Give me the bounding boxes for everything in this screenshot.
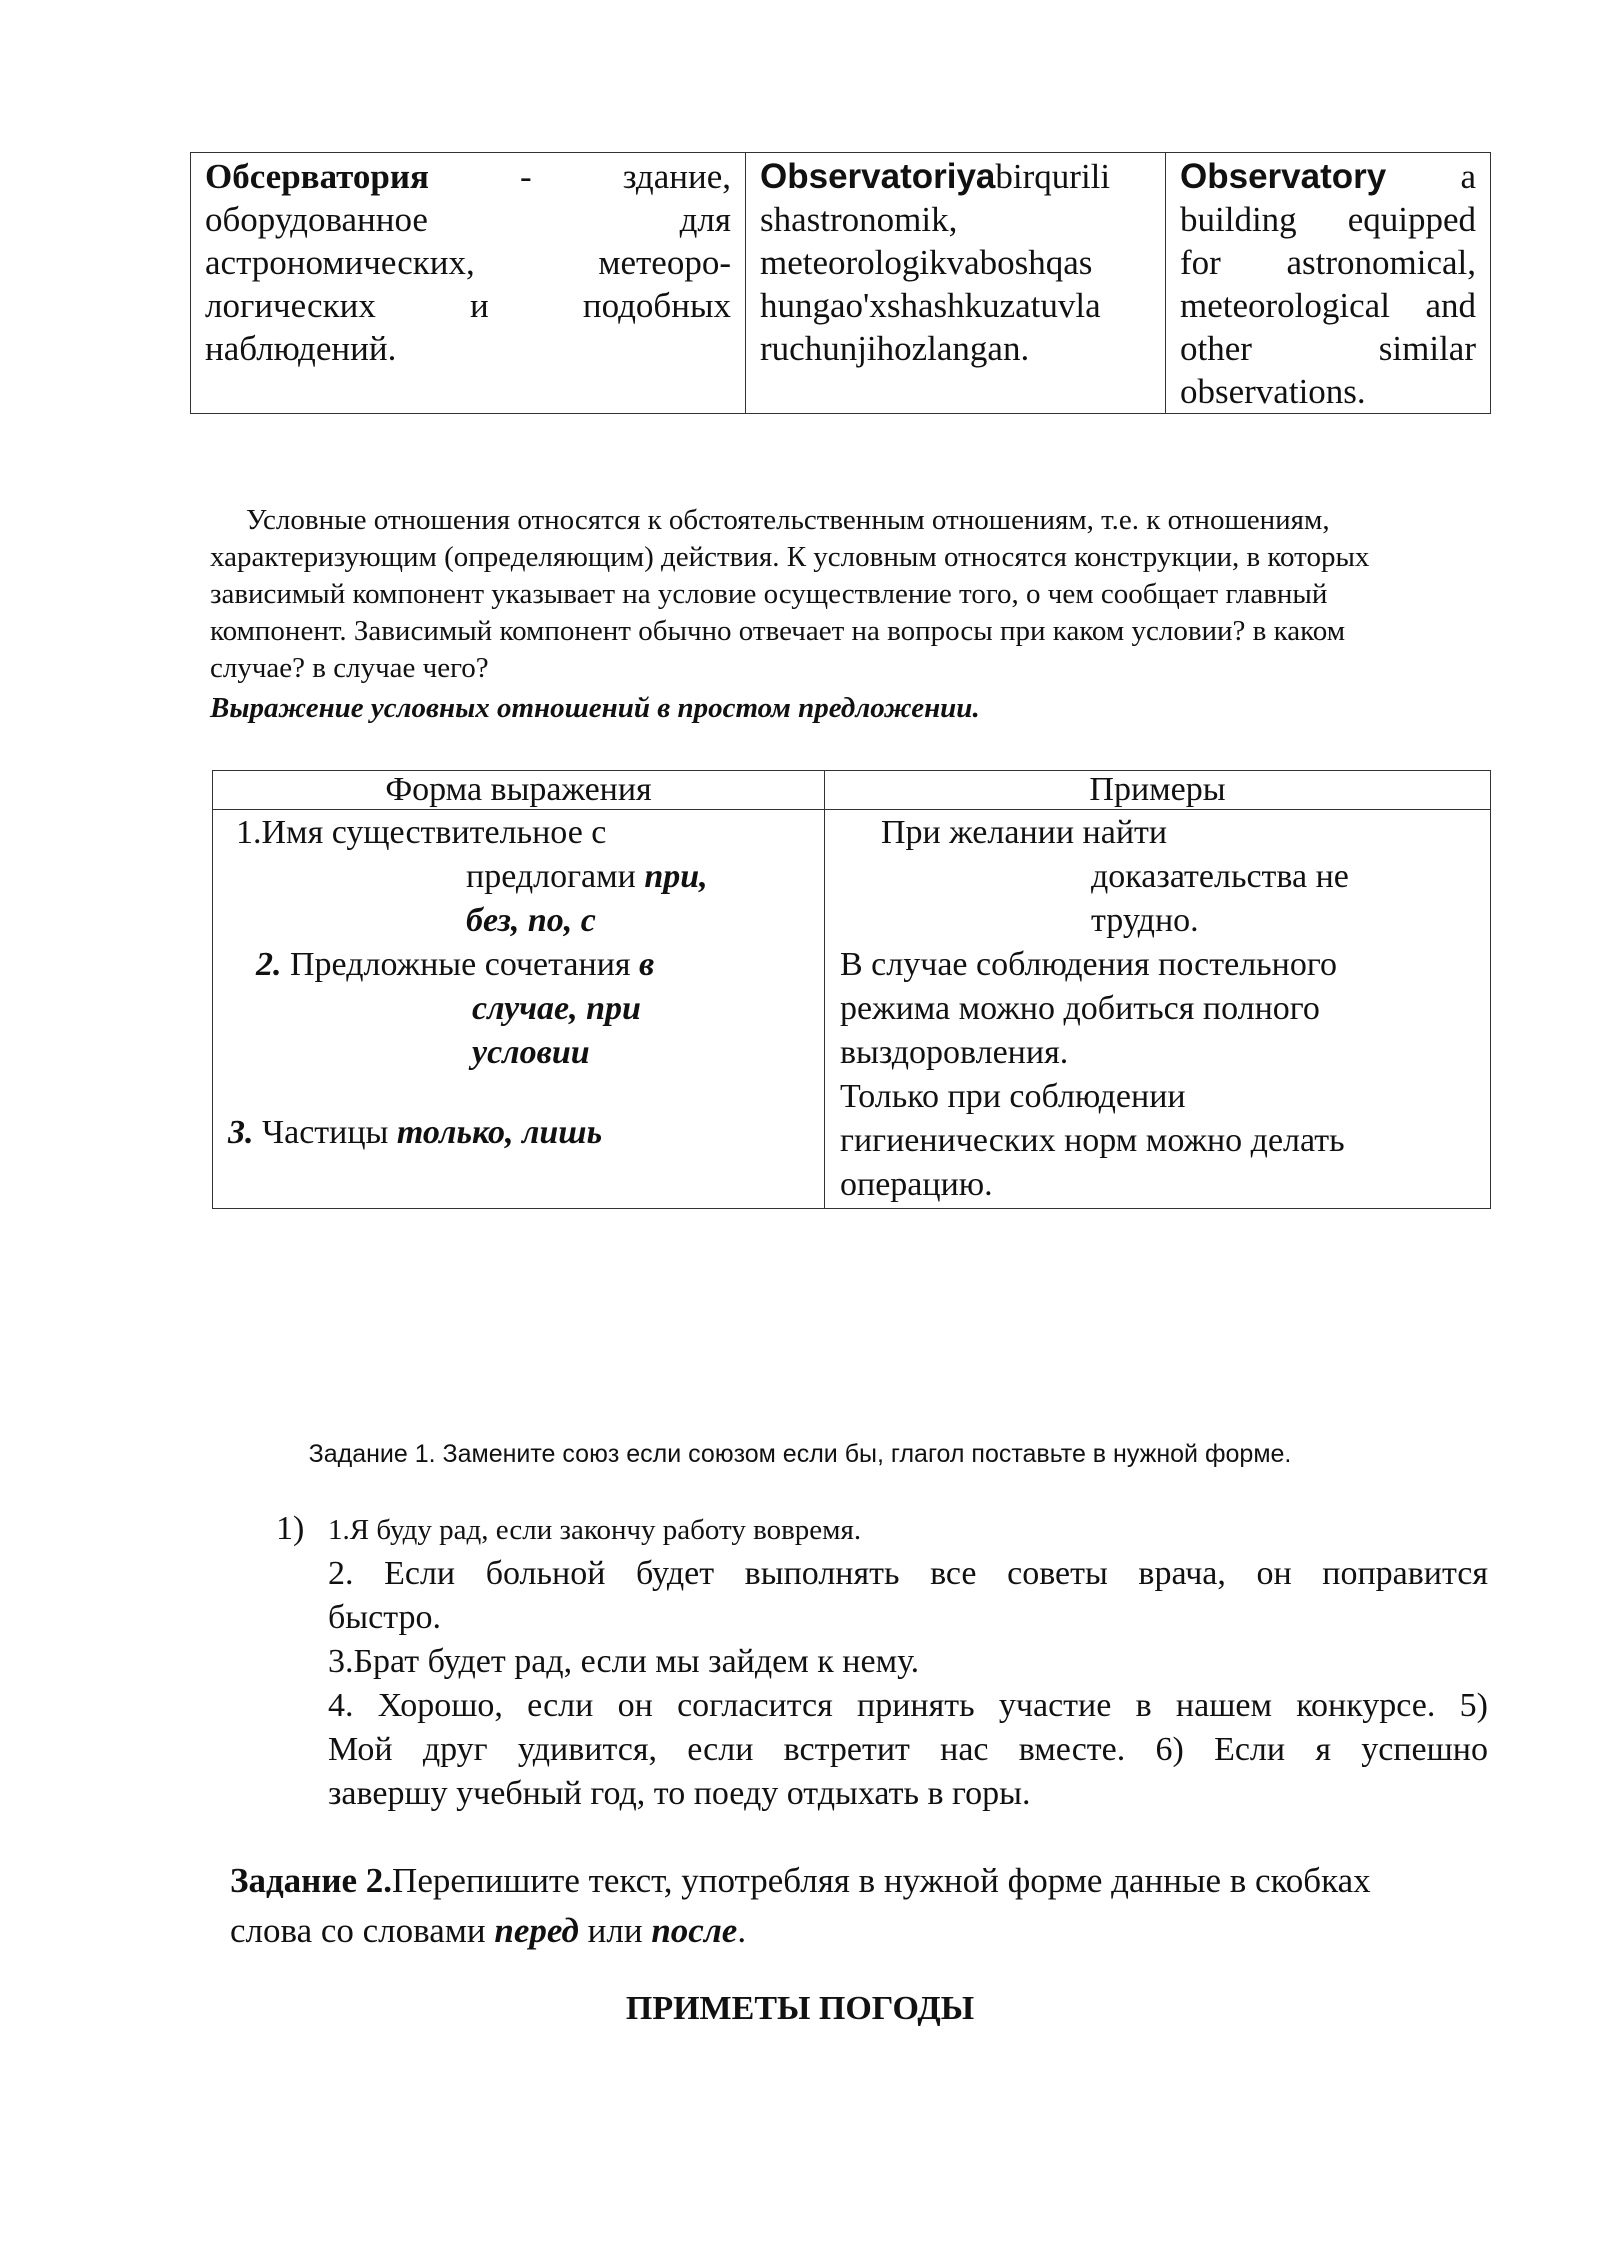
intro-line-3: зависимый компонент указывает на условие осуществление того, о чем сообщает главный [210, 578, 1328, 610]
intro-line-2: характеризующим (определяющим) действия. К условным относятся конструкции, в которых [210, 541, 1370, 573]
task2-title: ПРИМЕТЫ ПОГОДЫ [625, 1990, 975, 2027]
task1-line-6: Мой друг удивится, если встретит нас вместе. 6) Если я успешно [328, 1731, 1488, 1768]
task1-list-number: 1) [276, 1510, 305, 1547]
task1-line-5: 4. Хорошо, если он согласится принять участие в нашем конкурсе. 5) [328, 1687, 1488, 1724]
en-line-6: observations. [1180, 372, 1366, 411]
task1-line-1: 1.Я буду рад, если закончу работу вовремя. [328, 1514, 862, 1546]
forms-cell [213, 810, 825, 1209]
form2-bold-1: в [639, 946, 655, 983]
task2-text-3: или [578, 1911, 652, 1950]
form3-text: Частицы [253, 1114, 389, 1151]
uz-line-2: shastronomik, [760, 200, 958, 239]
task1-line-4: 3.Брат будет рад, если мы зайдем к нему. [328, 1643, 920, 1680]
form3-bold: только, лишь [396, 1114, 603, 1151]
forms-table [212, 770, 1491, 1209]
ru-line-4: логических и подобных [205, 286, 731, 325]
glossary-en-cell [1166, 153, 1491, 414]
en-term: Observatory [1180, 157, 1387, 196]
example-line-4: В случае соблюдения постельного [840, 946, 1337, 983]
task1-line-2: 2. Если больной будет выполнять все советы врача, он поправится [328, 1555, 1488, 1592]
form1-prep: предлогами [466, 858, 636, 895]
en-line-2: building equipped [1180, 200, 1476, 239]
ru-line-2: оборудованное для [205, 200, 731, 239]
uz-line-3: meteorologikvaboshqas [760, 243, 1093, 282]
uz-line-1: birqurili [995, 157, 1111, 196]
header-form: Форма выражения [213, 771, 825, 810]
ru-term: Обсерватория [205, 157, 429, 196]
header-examples: Примеры [825, 771, 1491, 810]
form3-num: 3. [228, 1114, 254, 1151]
example-line-7: Только при соблюдении [840, 1078, 1186, 1115]
example-line-2: доказательства не [1091, 858, 1349, 895]
examples-cell [825, 810, 1491, 1209]
ru-dash: - [520, 157, 532, 196]
form1-bold-2: без, по, с [466, 902, 596, 939]
task1-body [328, 1552, 1488, 1816]
task2-paragraph [230, 1856, 1500, 1956]
task2-word-1: перед [494, 1911, 579, 1950]
example-line-1: При желании найти [881, 814, 1168, 851]
task1-title: Задание 1. Замените союз если союзом если бы, глагол поставьте в нужной форме. [308, 1440, 1292, 1468]
example-line-6: выздоровления. [840, 1034, 1069, 1071]
task2-word-2: после [651, 1911, 738, 1950]
example-line-3: трудно. [1091, 902, 1199, 939]
task2-label: Задание 2. [230, 1861, 393, 1900]
ru-line-3: астрономических, метеоро- [205, 243, 731, 282]
en-line-4: meteorological and [1180, 286, 1476, 325]
form1-bold-1: при, [644, 858, 708, 895]
uz-term: Observatoriya [760, 157, 996, 196]
intro-line-4: компонент. Зависимый компонент обычно отвечает на вопросы при каком условии? в каком [210, 615, 1346, 647]
glossary-table [190, 152, 1491, 414]
form2-bold-2: случае, при [472, 990, 641, 1027]
task2-text-4: . [737, 1911, 747, 1950]
task1-line-3: быстро. [328, 1599, 442, 1636]
form2-text: Предложные сочетания [281, 946, 631, 983]
example-line-8: гигиенических норм можно делать [840, 1122, 1345, 1159]
en-line-5: other similar [1180, 329, 1476, 368]
form1-line-1: 1.Имя существительное с [236, 814, 607, 851]
intro-line-5: случае? в случае чего? [210, 652, 489, 684]
task2-text-2: слова со словами [230, 1911, 495, 1950]
section-heading: Выражение условных отношений в простом предложении. [210, 692, 980, 724]
form2-num: 2. [256, 946, 282, 983]
intro-line-1: Условные отношения относятся к обстоятельственным отношениям, т.е. к отношениям, [246, 504, 1330, 536]
task2-text-1: Перепишите текст, употребляя в нужной форме данные в скобках [392, 1861, 1371, 1900]
en-line-1: a [1460, 157, 1476, 196]
glossary-uz-cell [746, 153, 1166, 414]
form2-bold-3: условии [472, 1034, 590, 1071]
intro-paragraph [210, 502, 1510, 687]
ru-line-1: здание, [622, 157, 732, 196]
example-line-5: режима можно добиться полного [840, 990, 1320, 1027]
ru-line-5: наблюдений. [205, 329, 397, 368]
task1-line-7: завершу учебный год, то поеду отдыхать в горы. [328, 1775, 1031, 1812]
example-line-9: операцию. [840, 1166, 993, 1203]
uz-line-4: hungao'xshashkuzatuvla [760, 286, 1101, 325]
glossary-ru-cell [191, 153, 746, 414]
uz-line-5: ruchunjihozlangan. [760, 329, 1030, 368]
en-line-3: for astronomical, [1180, 243, 1476, 282]
